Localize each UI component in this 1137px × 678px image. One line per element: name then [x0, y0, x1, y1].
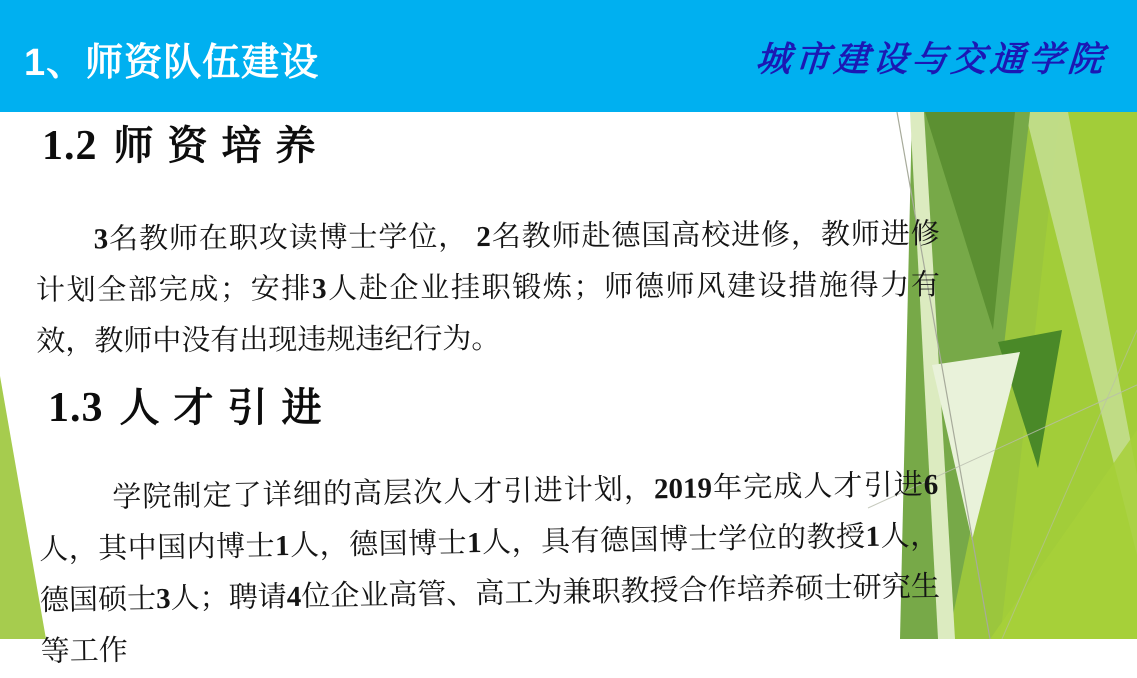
- paragraph-teacher-training: 3名教师在职攻读博士学位， 2名教师赴德国高校进修，教师进修计划全部完成；安排3人赴企业挂职锻炼；师德师风建设措施得力有效，教师中没有出现违规违纪行为。: [35, 218, 941, 358]
- section-number: 1.3: [48, 385, 104, 431]
- section-number: 1.2: [42, 123, 98, 169]
- header-bar: [0, 0, 1137, 112]
- institute-name: 城市建设与交通学院: [754, 39, 1109, 80]
- section-title-text: 师资培养: [113, 123, 330, 168]
- slide-content: [0, 112, 1137, 668]
- slide-title: 1、师资队伍建设: [24, 41, 320, 84]
- paragraph-talent-recruitment: 学院制定了详细的高层次人才引进计划，2019年完成人才引进6人，其中国内博士1人，德国博士1人，具有德国博士学位的教授1人，德国硕士3人；聘请4位企业高管、高工为兼职教授合作培养硕士研究生等工作: [38, 468, 941, 668]
- section-heading-1-3: [48, 376, 336, 433]
- section-heading-1-2: [42, 114, 330, 171]
- section-title-text: 人才引进: [119, 385, 336, 430]
